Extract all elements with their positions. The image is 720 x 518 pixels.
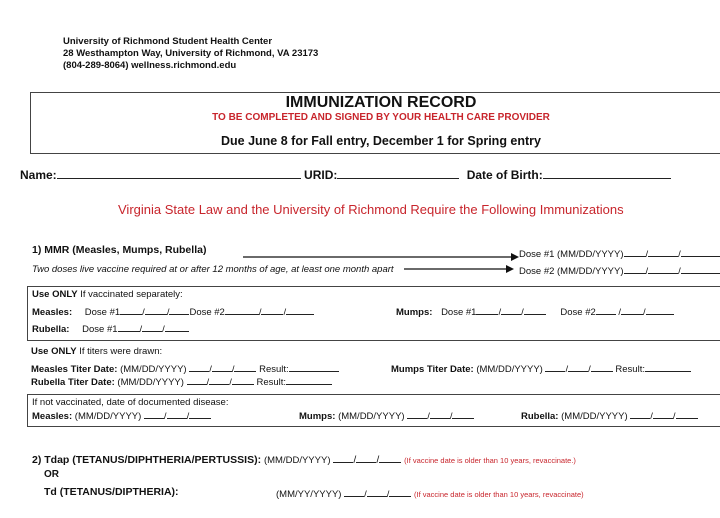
title-box [30, 92, 720, 154]
mmr-dose1-mm[interactable] [624, 247, 646, 257]
mumps-titer-fmt: (MM/DD/YYYY) [476, 364, 543, 375]
header-org: University of Richmond Student Health Center [63, 36, 273, 47]
disease-mumps-mm[interactable] [407, 409, 427, 419]
separate-use-only: Use ONLY [32, 289, 78, 300]
rubella-label: Rubella: [32, 324, 70, 335]
mmr-dose1-yyyy[interactable] [681, 247, 720, 257]
header-address: 28 Westhampton Way, University of Richmond, VA 23173 [63, 48, 319, 59]
name-field[interactable] [57, 169, 301, 179]
mumps-titer-result[interactable] [645, 362, 691, 372]
td-dd[interactable] [367, 487, 387, 497]
disease-rubella-label: Rubella: [521, 411, 559, 422]
tdap-note: (If vaccine date is older than 10 years, revaccinate.) [404, 456, 576, 465]
arrow-dose2 [404, 263, 516, 275]
disease-measles-label: Measles: [32, 411, 73, 422]
measles-dose1-mm[interactable] [120, 305, 142, 315]
td-note: (If vaccine date is older than 10 years, revaccinate) [414, 490, 584, 499]
mumps-dose1-yyyy[interactable] [524, 305, 546, 315]
disease-heading: If not vaccinated, date of documented disease: [32, 397, 229, 408]
separate-if-text: If vaccinated separately: [80, 289, 183, 300]
tdap-row: 2) Tdap (TETANUS/DIPHTHERIA/PERTUSSIS): (MM/DD/YYYY) / / (If vaccine date is older than 10 years, revaccinate.) [32, 454, 576, 466]
or-label: OR [44, 469, 59, 480]
tdap-dd[interactable] [356, 453, 376, 463]
law-statement: Virginia State Law and the University of Richmond Require the Following Immunizations [118, 202, 624, 217]
mmr-dose2-yyyy[interactable] [681, 264, 720, 274]
disease-measles-mm[interactable] [144, 409, 164, 419]
page-title: IMMUNIZATION RECORD [285, 94, 477, 111]
urid-label: URID: [304, 168, 338, 182]
measles-dose2-mm[interactable] [225, 305, 259, 315]
tdap-fmt: (MM/DD/YYYY) [263, 455, 331, 466]
disease-mumps-label: Mumps: [299, 411, 336, 422]
rubella-dose1-yyyy[interactable] [165, 322, 189, 332]
rubella-titer-fmt: (MM/DD/YYYY) [117, 377, 184, 388]
td-yyyy[interactable] [389, 487, 411, 497]
mumps-titer-row: Mumps Titer Date: (MM/DD/YYYY) / / Result: [391, 362, 691, 375]
mmr-dose2: Dose #2 (MM/DD/YYYY) / / [519, 264, 720, 277]
td-fmt: (MM/YY/YYYY) [276, 489, 342, 500]
measles-dose2-dd[interactable] [261, 305, 283, 315]
rubella-dose1-label: Dose #1 [82, 324, 118, 335]
mmr-dose1-label: Dose #1 (MM/DD/YYYY) [519, 249, 624, 260]
rubella-dose1-dd[interactable] [142, 322, 162, 332]
header-contact: (804-289-8064) wellness.richmond.edu [63, 60, 237, 71]
mumps-dose1-dd[interactable] [501, 305, 521, 315]
td-label: Td (TETANUS/DIPTHERIA): [44, 486, 179, 498]
mumps-titer-mm[interactable] [545, 362, 565, 372]
disease-measles-dd[interactable] [167, 409, 187, 419]
urid-field[interactable] [337, 169, 459, 179]
mmr-dose2-label: Dose #2 (MM/DD/YYYY) [519, 266, 624, 277]
measles-titer-mm[interactable] [189, 362, 209, 372]
tdap-yyyy[interactable] [379, 453, 401, 463]
measles-dose1-label: Dose #1 [84, 307, 121, 318]
td-mm[interactable] [344, 487, 364, 497]
disease-mumps-fmt: (MM/DD/YYYY) [338, 411, 405, 422]
measles-label: Measles: [32, 307, 73, 318]
mmr-dose1: Dose #1 (MM/DD/YYYY) / / [519, 247, 720, 260]
disease-rubella-row: Rubella: (MM/DD/YYYY) / / [521, 409, 698, 422]
mumps-titer-yyyy[interactable] [591, 362, 613, 372]
mumps-dose1-mm[interactable] [476, 305, 498, 315]
mumps-titer-label: Mumps Titer Date: [391, 364, 474, 375]
measles-titer-label: Measles Titer Date: [31, 364, 118, 375]
mumps-dose1-label: Dose #1 [441, 307, 477, 318]
mumps-dose2-dd[interactable] [621, 305, 643, 315]
rubella-dose1-mm[interactable] [118, 322, 140, 332]
rubella-titer-dd[interactable] [209, 375, 229, 385]
name-label: Name: [20, 168, 57, 182]
mmr-dose2-mm[interactable] [624, 264, 646, 274]
titers-heading [31, 346, 162, 357]
measles-dose1-dd[interactable] [145, 305, 167, 315]
identity-row [20, 168, 671, 182]
disease-rubella-mm[interactable] [630, 409, 650, 419]
mumps-dose2-yyyy[interactable] [646, 305, 674, 315]
rubella-titer-mm[interactable] [187, 375, 207, 385]
rubella-titer-row: Rubella Titer Date: (MM/DD/YYYY) / / Result: [31, 375, 332, 388]
disease-rubella-yyyy[interactable] [676, 409, 698, 419]
measles-titer-fmt: (MM/DD/YYYY) [120, 364, 187, 375]
mumps-separate-row: Mumps: Dose #1 / / Dose #2 / / [396, 305, 674, 318]
mmr-note: Two doses live vaccine required at or after 12 months of age, at least one month apart [32, 264, 394, 275]
measles-titer-row: Measles Titer Date: (MM/DD/YYYY) / / Result: [31, 362, 339, 375]
due-dates: Due June 8 for Fall entry, December 1 for Spring entry [221, 134, 541, 148]
mumps-titer-result-label: Result: [615, 364, 645, 375]
titers-if-text: If titers were drawn: [79, 346, 163, 357]
titers-use-only: Use ONLY [31, 346, 77, 357]
disease-measles-fmt: (MM/DD/YYYY) [74, 411, 142, 422]
rubella-titer-label: Rubella Titer Date: [31, 377, 115, 388]
arrow-dose1 [243, 251, 523, 263]
measles-dose2-label: Dose #2 [189, 307, 225, 318]
mmr-heading: 1) MMR (Measles, Mumps, Rubella) [32, 244, 207, 256]
rubella-titer-yyyy[interactable] [232, 375, 254, 385]
measles-dose2-yyyy[interactable] [286, 305, 314, 315]
measles-titer-result[interactable] [289, 362, 339, 372]
dob-field[interactable] [543, 169, 671, 179]
disease-mumps-dd[interactable] [430, 409, 450, 419]
rubella-separate-row: Rubella: Dose #1 / / [32, 322, 189, 335]
disease-measles-row: Measles: (MM/DD/YYYY) / / [32, 409, 211, 422]
td-row: (MM/YY/YYYY) / / (If vaccine date is older than 10 years, revaccinate) [276, 489, 584, 500]
rubella-titer-result[interactable] [286, 375, 332, 385]
measles-titer-dd[interactable] [212, 362, 232, 372]
rubella-titer-result-label: Result: [256, 377, 287, 388]
disease-measles-yyyy[interactable] [189, 409, 211, 419]
measles-titer-yyyy[interactable] [234, 362, 256, 372]
mumps-dose2-label: Dose #2 [560, 307, 596, 318]
mmr-dose1-dd[interactable] [648, 247, 678, 257]
dob-label: Date of Birth: [466, 168, 543, 182]
separate-heading [32, 289, 183, 300]
disease-rubella-fmt: (MM/DD/YYYY) [561, 411, 628, 422]
measles-separate-row: Measles: Dose #1 / / Dose #2 / / [32, 305, 314, 318]
mumps-titer-dd[interactable] [568, 362, 588, 372]
page-subtitle: TO BE COMPLETED AND SIGNED BY YOUR HEALTH CARE PROVIDER [212, 112, 550, 123]
tdap-mm[interactable] [333, 453, 353, 463]
tdap-label: 2) Tdap (TETANUS/DIPHTHERIA/PERTUSSIS): [32, 454, 262, 466]
measles-titer-result-label: Result: [259, 364, 289, 375]
measles-dose1-yyyy[interactable] [169, 305, 189, 315]
disease-mumps-row: Mumps: (MM/DD/YYYY) / / [299, 409, 474, 422]
mmr-dose2-dd[interactable] [648, 264, 678, 274]
mumps-label: Mumps: [396, 307, 433, 318]
mumps-dose2-mm[interactable] [596, 305, 616, 315]
disease-mumps-yyyy[interactable] [452, 409, 474, 419]
disease-rubella-dd[interactable] [653, 409, 673, 419]
